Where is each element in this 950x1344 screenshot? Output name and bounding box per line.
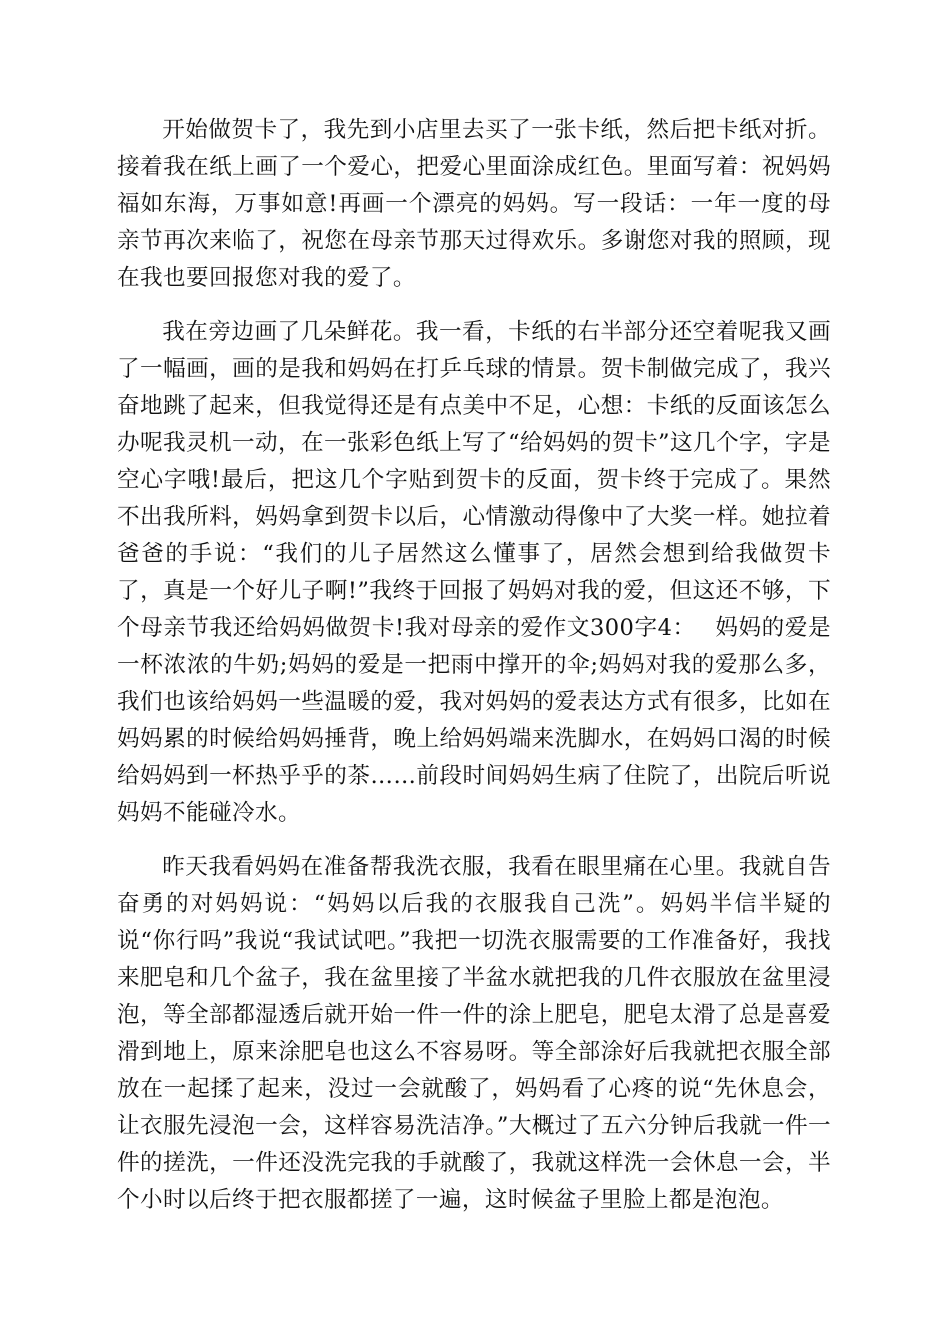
document-body [117,112,831,1219]
paragraph-3: 昨天我看妈妈在准备帮我洗衣服，我看在眼里痛在心里。我就自告奋勇的对妈妈说：“妈妈以后我的衣服我自己洗”。妈妈半信半疑的说“你行吗”我说“我试试吧。”我把一切洗衣服需要的工作准备好，我找来肥皂和几个盆子，我在盆里接了半盆水就把我的几件衣服放在盆里浸泡，等全部都湿透后就开始一件一件的涂上肥皂，肥皂太滑了总是喜爱滑到地上，原来涂肥皂也这么不容易呀。等全部涂好后我就把衣服全部放在一起揉了起来，没过一会就酸了，妈妈看了心疼的说“先休息会，让衣服先浸泡一会，这样容易洗洁净。”大概过了五六分钟后我就一件一件的搓洗，一件还没洗完我的手就酸了，我就这样洗一会休息一会，半个小时以后终于把衣服都搓了一遍，这时候盆子里脸上都是泡泡。 [117,854,831,1213]
paragraph-1: 开始做贺卡了，我先到小店里去买了一张卡纸，然后把卡纸对折。接着我在纸上画了一个爱心，把爱心里面涂成红色。里面写着：祝妈妈福如东海，万事如意!再画一个漂亮的妈妈。写一段话：一年一度的母亲节再次来临了，祝您在母亲节那天过得欢乐。多谢您对我的照顾，现在我也要回报您对我的爱了。 [117,117,831,291]
paragraph-2: 我在旁边画了几朵鲜花。我一看，卡纸的右半部分还空着呢我又画了一幅画，画的是我和妈妈在打乒乓球的情景。贺卡制做完成了，我兴奋地跳了起来，但我觉得还是有点美中不足，心想：卡纸的反面该怎么办呢我灵机一动，在一张彩色纸上写了“给妈妈的贺卡”这几个字，字是空心字哦!最后，把这几个字贴到贺卡的反面，贺卡终于完成了。果然不出我所料，妈妈拿到贺卡以后，心情激动得像中了大奖一样。她拉着爸爸的手说：“我们的儿子居然这么懂事了，居然会想到给我做贺卡了，真是一个好儿子啊!”我终于回报了妈妈对我的爱，但这还不够，下个母亲节我还给妈妈做贺卡!我对母亲的爱作文300字4： 妈妈的爱是一杯浓浓的牛奶;妈妈的爱是一把雨中撑开的伞;妈妈对我的爱那么多，我们也该给妈妈一些温暖的爱，我对妈妈的爱表达方式有很多，比如在妈妈累的时候给妈妈捶背，晚上给妈妈端来洗脚水，在妈妈口渴的时候给妈妈到一杯热乎乎的茶……前段时间妈妈生病了住院了，出院后听说妈妈不能碰冷水。 [117,319,831,826]
